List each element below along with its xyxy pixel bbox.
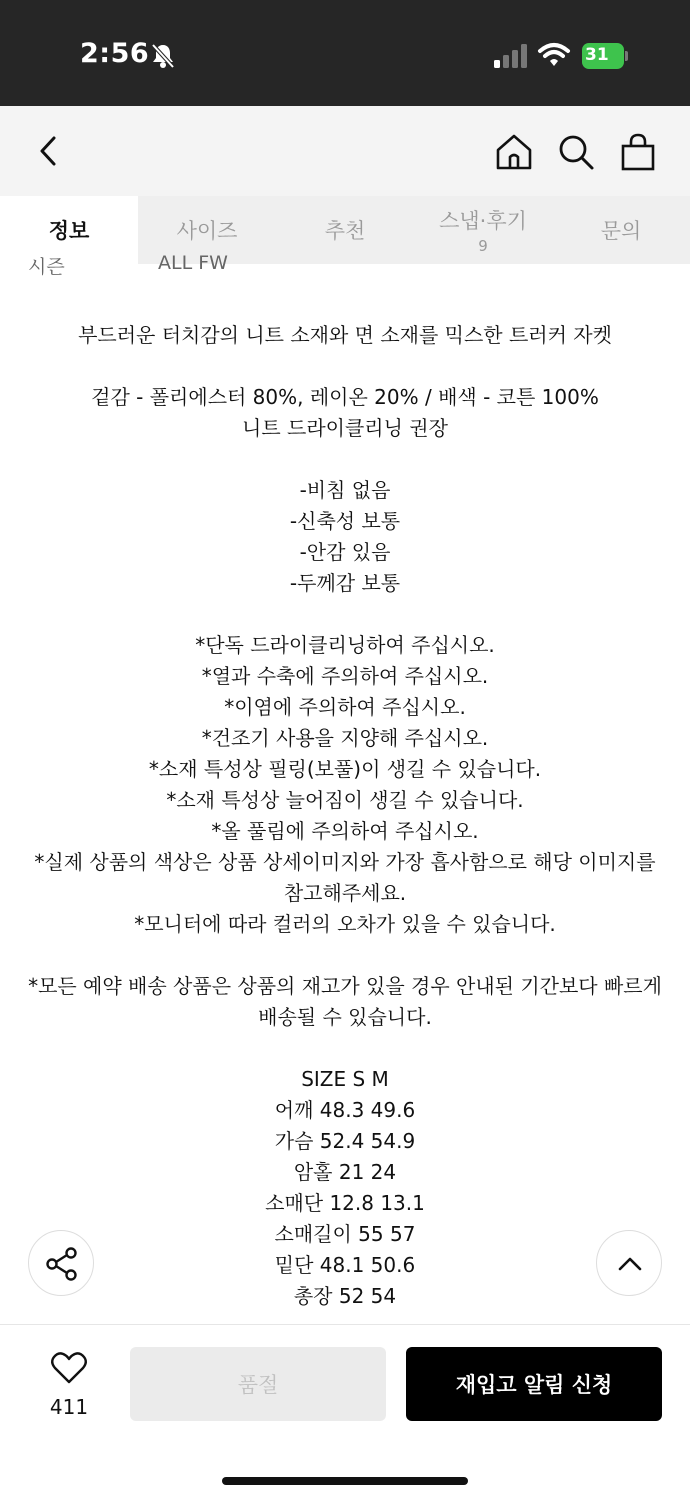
description-line: *건조기 사용을 지양해 주십시오. <box>201 726 489 750</box>
chevron-up-icon <box>616 1252 644 1276</box>
tab-count: 9 <box>478 237 488 255</box>
tab-label: 사이즈 <box>176 219 238 243</box>
description-line: 부드러운 터치감의 니트 소재와 면 소재를 믹스한 트러커 자켓 <box>78 323 612 347</box>
description-line: 소매길이 55 57 <box>274 1222 416 1246</box>
tab-label: 추천 <box>324 219 366 243</box>
blank-line <box>20 444 670 475</box>
description-line: *소재 특성상 필링(보풀)이 생길 수 있습니다. <box>148 757 542 781</box>
description-line: *모든 예약 배송 상품은 상품의 재고가 있을 경우 안내된 기간보다 빠르게 <box>28 974 662 998</box>
blank-line <box>20 599 670 630</box>
description-line: 가슴 52.4 54.9 <box>274 1129 416 1153</box>
status-time: 2:56 <box>80 38 150 69</box>
description-line: *실제 상품의 색상은 상품 상세이미지와 가장 흡사함으로 해당 이미지를 <box>34 850 656 874</box>
like-count: 411 <box>49 1395 89 1419</box>
description-line: *소재 특성상 늘어짐이 생길 수 있습니다. <box>166 788 524 812</box>
description-line: 겉감 - 폴리에스터 80%, 레이온 20% / 배색 - 코튼 100% <box>91 385 599 409</box>
tab-info[interactable] <box>0 196 138 264</box>
tab-label: 문의 <box>600 219 642 243</box>
product-description <box>20 320 670 1312</box>
share-button[interactable] <box>28 1230 94 1296</box>
tab-snap-review[interactable] <box>414 196 552 264</box>
home-icon[interactable] <box>494 132 534 172</box>
tab-label: 스냅·후기 <box>439 209 527 233</box>
share-icon <box>45 1247 79 1281</box>
description-line: 배송될 수 있습니다. <box>258 1005 432 1029</box>
description-line: *모니터에 따라 컬러의 오차가 있을 수 있습니다. <box>134 912 556 936</box>
chevron-left-icon[interactable] <box>34 134 64 168</box>
info-label: 시즌 <box>28 256 65 278</box>
soldout-button: 품절 <box>130 1347 386 1421</box>
info-row-season <box>0 252 690 278</box>
wifi-icon <box>538 42 570 68</box>
blank-line <box>20 1033 670 1064</box>
description-line: -안감 있음 <box>299 540 391 564</box>
heart-icon <box>50 1351 88 1385</box>
blank-line <box>20 940 670 971</box>
description-line: -비침 없음 <box>299 478 391 502</box>
description-line: 총장 52 54 <box>293 1284 397 1308</box>
description-line: SIZE S M <box>301 1067 389 1091</box>
bottom-action-bar <box>0 1324 690 1500</box>
home-indicator <box>222 1477 468 1485</box>
description-line: *열과 수축에 주의하여 주십시오. <box>201 664 489 688</box>
battery-percent: 31 <box>585 45 609 65</box>
scroll-top-button[interactable] <box>596 1230 662 1296</box>
shopping-bag-icon[interactable] <box>618 132 658 172</box>
tab-bar <box>0 196 690 264</box>
description-line: 소매단 12.8 13.1 <box>265 1191 425 1215</box>
description-line: -신축성 보통 <box>289 509 401 533</box>
tab-inquiry[interactable] <box>552 196 690 264</box>
battery-indicator <box>582 43 628 69</box>
description-line: 니트 드라이클리닝 권장 <box>242 416 448 440</box>
status-bar <box>0 0 690 106</box>
description-line: 밑단 48.1 50.6 <box>274 1253 416 1277</box>
description-line: 참고해주세요. <box>283 881 407 905</box>
description-line: *단독 드라이클리닝하여 주십시오. <box>195 633 495 657</box>
restock-alert-button[interactable]: 재입고 알림 신청 <box>406 1347 662 1421</box>
info-value: ALL FW <box>158 252 228 274</box>
description-line: 암홀 21 24 <box>293 1160 397 1184</box>
tab-label: 정보 <box>48 219 90 243</box>
description-line: *이염에 주의하여 주십시오. <box>224 695 466 719</box>
like-button[interactable] <box>30 1347 108 1427</box>
description-line: 어깨 48.3 49.6 <box>274 1098 416 1122</box>
blank-line <box>20 351 670 382</box>
battery-tip <box>625 51 628 61</box>
app-header <box>0 106 690 196</box>
description-line: *올 풀림에 주의하여 주십시오. <box>211 819 479 843</box>
bell-slash-icon <box>150 42 176 70</box>
description-line: -두께감 보통 <box>289 571 401 595</box>
tab-recommend[interactable] <box>276 196 414 264</box>
search-icon[interactable] <box>556 132 596 172</box>
cellular-signal-icon <box>494 44 528 68</box>
